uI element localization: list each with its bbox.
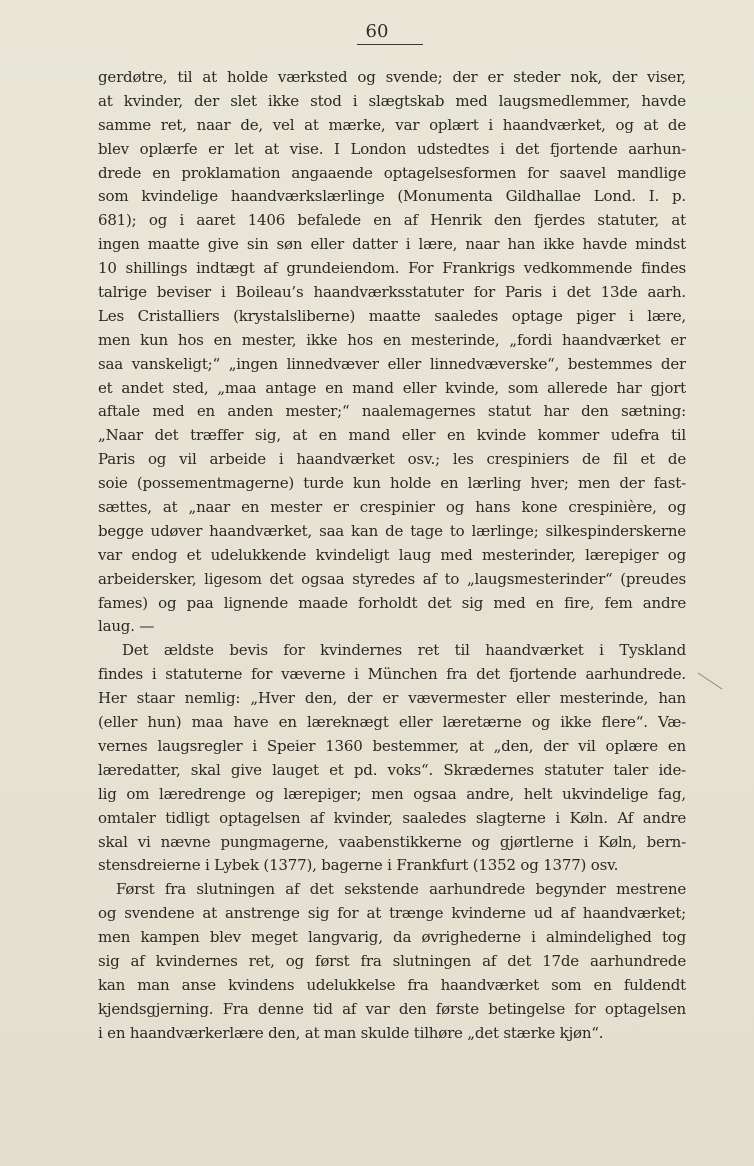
text-line: talrige beviser i Boileau’s haandværksstatuter for Paris i det 13de aarh. [98,283,686,302]
text-line: 681); og i aaret 1406 befalede en af Henrik den fjerdes statuter, at [98,211,686,230]
text-line: sig af kvindernes ret, og først fra slutningen af det 17de aarhundrede [98,951,686,970]
text-line: et andet sted, „maa antage en mand eller kvinde, som allerede har gjort [98,378,686,397]
text-line: skal vi nævne pungmagerne, vaabenstikkerne og gjørtlerne i Køln, bern- [98,832,686,851]
text-line: vernes laugsregler i Speier 1360 bestemmer, at „den, der vil oplære en [98,736,686,755]
text-line: men kampen blev meget langvarig, da øvrighederne i almindelighed tog [98,928,686,947]
text-line: 10 shillings indtægt af grundeiendom. For Frankrigs vedkommende findes [98,259,686,278]
text-line: Først fra slutningen af det sekstende aarhundrede begynder mestrene [116,880,686,899]
text-line: Paris og vil arbeide i haandværket osv.; les crespiniers de fil et de [98,450,686,469]
text-line: omtaler tidligt optagelsen af kvinder, saaledes slagterne i Køln. Af andre [98,808,686,827]
text-line: læredatter, skal give lauget et pd. voks“. Skrædernes statuter taler ide- [98,760,686,779]
text-line: som kvindelige haandværkslærlinge (Monumenta Gildhallae Lond. I. p. [98,187,686,206]
text-line: kan man anse kvindens udelukkelse fra haandværket som en fuldendt [98,975,686,994]
text-line: saa vanskeligt;“ „ingen linnedvæver eller linnedvæverske“, bestemmes der [98,354,686,373]
text-line: arbeidersker, ligesom det ogsaa styredes af to „laugsmesterinder“ (preudes [98,569,686,588]
text-line: Det ældste bevis for kvindernes ret til haandværket i Tyskland [122,641,686,660]
text-line: (eller hun) maa have en læreknægt eller læretærne og ikke flere“. Væ- [98,713,686,732]
text-line: men kun hos en mester, ikke hos en mesterinde, „fordi haandværket er [98,330,686,349]
margin-pencil-mark [696,672,724,690]
text-line: sættes, at „naar en mester er crespinier og hans kone crespinière, og [98,498,686,517]
page-number: 60 [365,21,389,42]
text-line: aftale med en anden mester;“ naalemagernes statut har den sætning: [98,402,686,421]
text-line: laug. — [98,617,155,636]
text-line: fames) og paa lignende maade forholdt det sig med en fire, fem andre [98,593,686,612]
text-line: Les Cristalliers (krystalsliberne) maatte saaledes optage piger i lære, [98,306,686,325]
text-line: samme ret, naar de, vel at mærke, var oplært i haandværket, og at de [98,115,686,134]
text-line: „Naar det træffer sig, at en mand eller en kvinde kommer udefra til [98,426,686,445]
text-line: gerdøtre, til at holde værksted og svende; der er steder nok, der viser, [98,68,686,86]
text-line: var endog et udelukkende kvindeligt laug med mesterinder, lærepiger og [98,545,686,564]
text-line: blev oplærfe er let at vise. I London udstedtes i det fjortende aarhun- [98,139,686,158]
text-line: kjendsgjerning. Fra denne tid af var den første betingelse for optagelsen [98,999,686,1018]
text-line: at kvinder, der slet ikke stod i slægtskab med laugsmedlemmer, havde [98,91,686,110]
text-line: stensdreierne i Lybek (1377), bagerne i Frankfurt (1352 og 1377) osv. [98,856,619,875]
text-line: begge udøver haandværket, saa kan de tage to lærlinge; silkespinderskerne [98,521,686,540]
text-line: drede en proklamation angaaende optagelsesformen for saavel mandlige [98,163,686,182]
page-number-rule [357,44,423,45]
text-line: Her staar nemlig: „Hver den, der er vævermester eller mesterinde, han [98,689,686,708]
text-line: ingen maatte give sin søn eller datter i lære, naar han ikke havde mindst [98,235,686,254]
text-line: soie (possementmagerne) turde kun holde en lærling hver; men der fast- [98,474,686,493]
text-line: lig om læredrenge og lærepiger; men ogsaa andre, helt ukvindelige fag, [98,784,686,803]
text-line: findes i statuterne for væverne i München fra det fjortende aarhundrede. [98,665,686,684]
body-text [98,66,686,1046]
text-line: i en haandværkerlære den, at man skulde tilhøre „det stærke kjøn“. [98,1023,604,1042]
text-line: og svendene at anstrenge sig for at trænge kvinderne ud af haandværket; [98,904,686,923]
